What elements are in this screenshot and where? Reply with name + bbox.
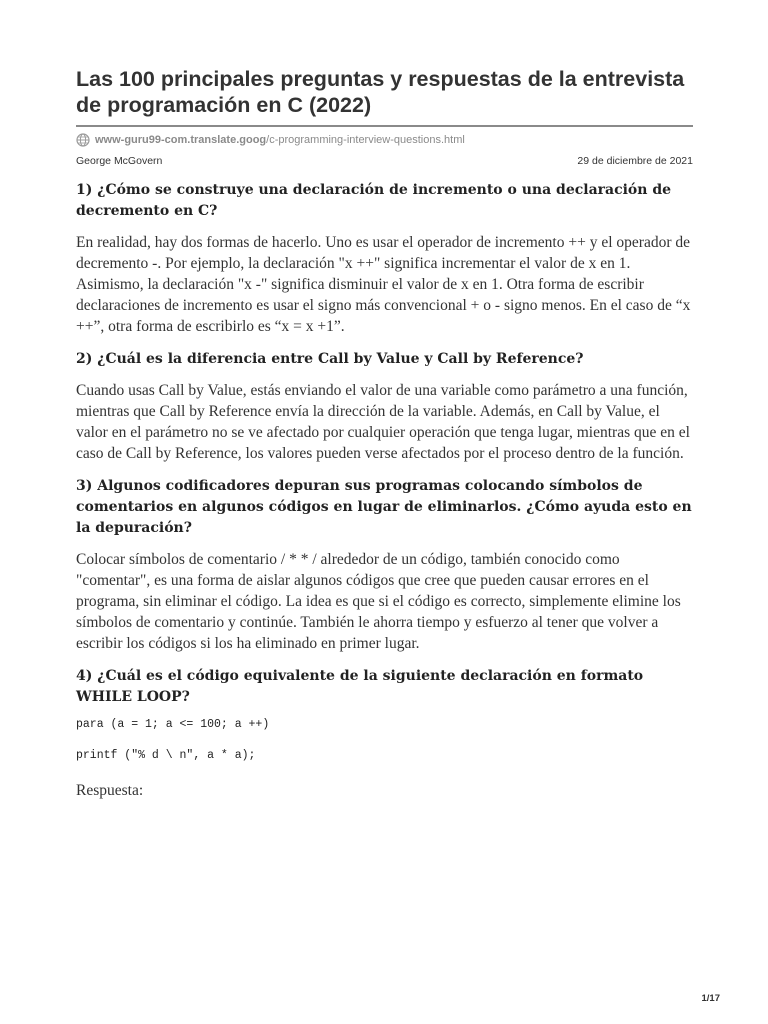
article-title: Las 100 principales preguntas y respuestas de la entrevista de programación en C (2022) <box>76 67 685 117</box>
author: George McGovern <box>76 155 163 167</box>
source-link[interactable] <box>76 132 465 148</box>
article-meta <box>76 155 693 167</box>
question-4: 4) ¿Cuál es el código equivalente de la siguiente declaración en formato WHILE LOOP? <box>76 668 644 705</box>
publish-date: 29 de diciembre de 2021 <box>577 155 693 167</box>
question-3: 3) Algunos codificadores depuran sus programas colocando símbolos de comentarios en algunos códigos en lugar de eliminarlos. ¿Cómo ayuda esto en la depuración? <box>76 478 692 536</box>
question-2: 2) ¿Cuál es la diferencia entre Call by Value y Call by Reference? <box>76 351 584 367</box>
page-number: 1/17 <box>701 993 720 1004</box>
answer-1: En realidad, hay dos formas de hacerlo. Uno es usar el operador de incremento ++ y el operador de decremento -. Por ejemplo, la declaración "x ++" significa incrementar el valor de x en 1. Asimismo, la declaración "x -" significa disminuir el valor de x en 1. Otra forma de escribir declaraciones de incremento es usar el signo más convencional + o - signo menos. En el caso de “x ++”, otra forma de escribirlo es “x = x +1”. <box>76 234 691 335</box>
code-line: printf ("% d \ n", a * a); <box>76 749 256 762</box>
article-body <box>76 180 693 813</box>
source-path: /c-programming-interview-questions.html <box>266 134 465 146</box>
code-line: para (a = 1; a <= 100; a ++) <box>76 718 270 731</box>
title-divider <box>76 125 693 127</box>
globe-icon <box>76 133 90 147</box>
source-domain: www-guru99-com.translate.goog <box>95 134 267 146</box>
answer-label: Respuesta: <box>76 782 144 799</box>
answer-3: Colocar símbolos de comentario / * * / alrededor de un código, también conocido como "comentar", es una forma de aislar algunos códigos que cree que pueden causar errores en el programa, sin eliminar el código. La idea es que si el código es correcto, simplemente elimine los símbolos de comentario y continúe. También le ahorra tiempo y esfuerzo al tener que volver a escribir los códigos si los ha eliminado en primer lugar. <box>76 551 681 652</box>
answer-2: Cuando usas Call by Value, estás enviando el valor de una variable como parámetro a una función, mientras que Call by Reference envía la dirección de la variable. Además, en Call by Value, el valor en el parámetro no se ve afectado por cualquier operación que tenga lugar, mientras que en el caso de Call by Reference, los valores pueden verse afectados por el proceso dentro de la función. <box>76 382 690 462</box>
question-1: 1) ¿Cómo se construye una declaración de incremento o una declaración de decremento en C? <box>76 182 672 219</box>
